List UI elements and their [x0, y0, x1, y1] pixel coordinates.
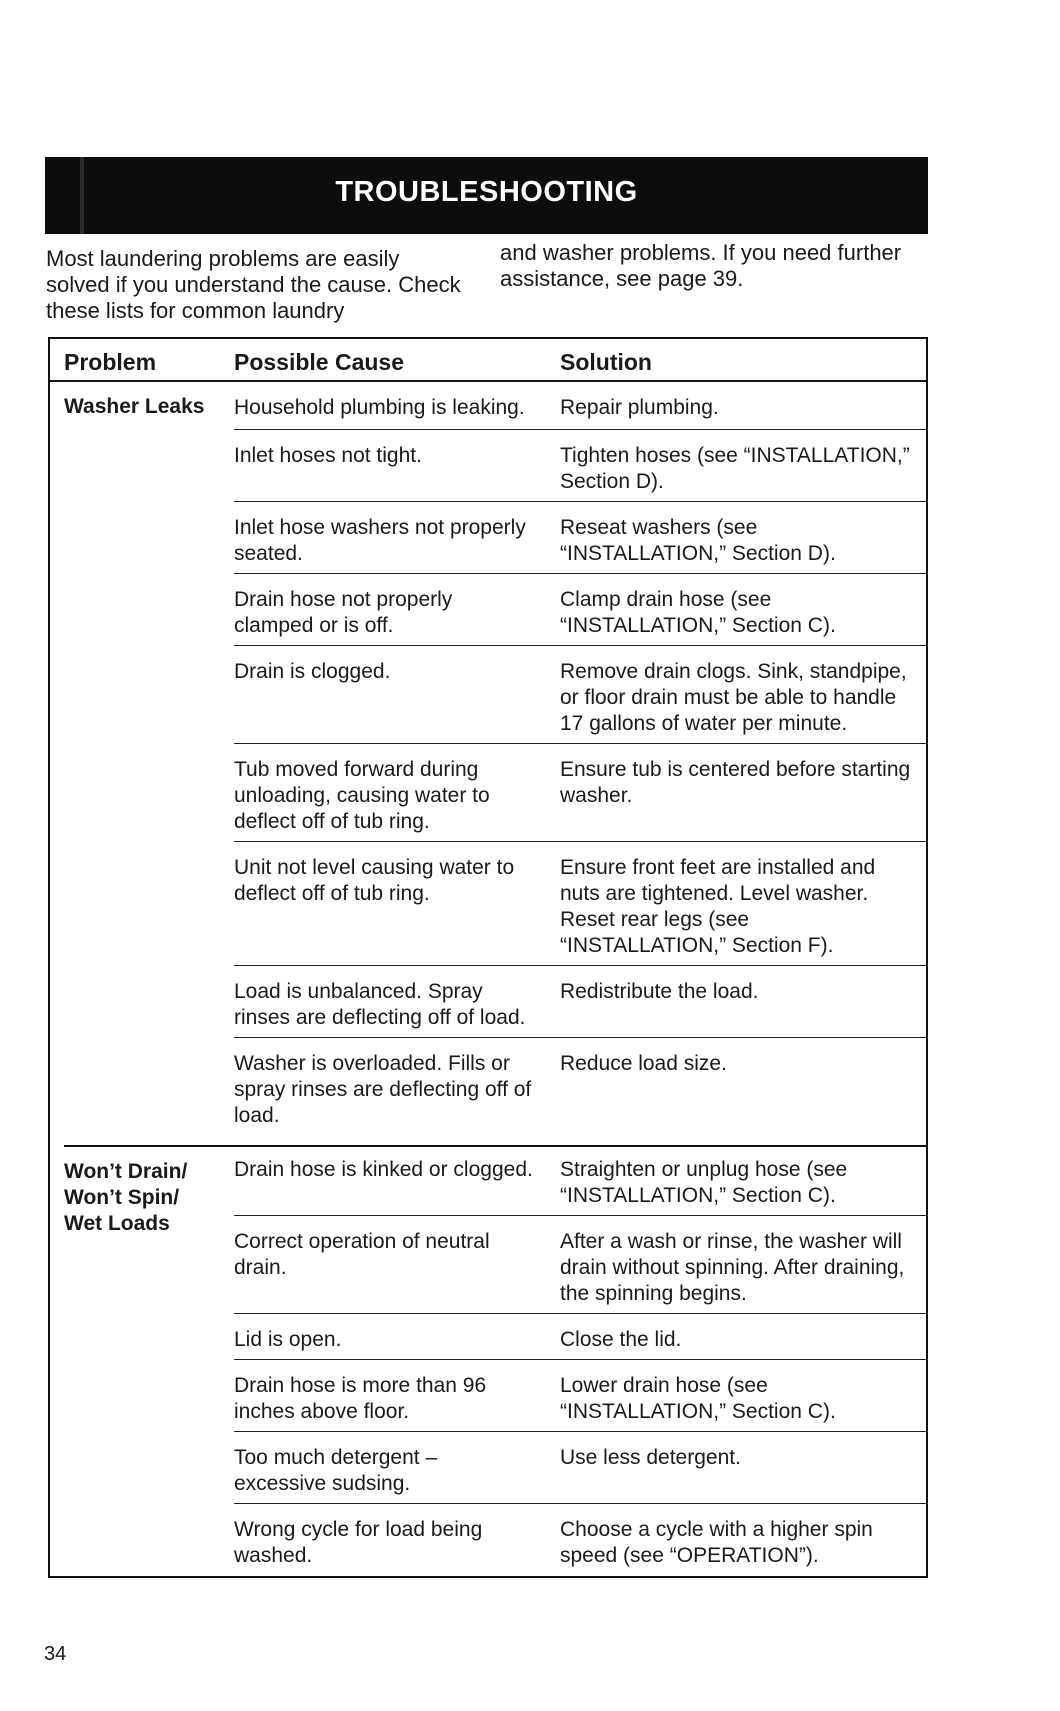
solution-cell: Remove drain clogs. Sink, standpipe, or floor drain must be able to handle 17 gallons of water per minute. [560, 660, 907, 735]
cause-cell: Washer is overloaded. Fills or spray rinses are deflecting off of load. [234, 1052, 532, 1127]
table-top-border [48, 337, 928, 339]
solution-cell: Ensure front feet are installed and nuts are tightened. Level washer. Reset rear legs (see “INSTALLATION,” Section F). [560, 856, 876, 957]
row-divider [234, 645, 928, 646]
header-solution: Solution [560, 349, 652, 375]
solution-cell: Use less detergent. [560, 1446, 741, 1469]
cause-cell: Inlet hoses not tight. [234, 444, 422, 467]
row-divider [234, 1431, 928, 1432]
section-banner [45, 157, 928, 234]
problem-wont-drain-spin-wet-loads: Won’t Drain/ Won’t Spin/ Wet Loads [64, 1160, 188, 1235]
solution-cell: Straighten or unplug hose (see “INSTALLATION,” Section C). [560, 1158, 848, 1207]
solution-cell: Close the lid. [560, 1328, 682, 1351]
row-divider [234, 841, 928, 842]
header-divider [48, 380, 928, 382]
intro-text-left: Most laundering problems are easily solved if you understand the cause. Check these lists for common laundry [46, 246, 461, 323]
cause-cell: Inlet hose washers not properly seated. [234, 516, 526, 565]
group-divider [64, 1145, 928, 1147]
row-divider [234, 573, 928, 574]
table-bottom-border [48, 1576, 928, 1578]
solution-cell: Clamp drain hose (see “INSTALLATION,” Section C). [560, 588, 836, 637]
solution-cell: Repair plumbing. [560, 396, 719, 419]
table-left-border [48, 337, 51, 1578]
row-divider [234, 501, 928, 502]
row-divider [234, 1503, 928, 1504]
cause-cell: Drain is clogged. [234, 660, 391, 683]
row-divider [234, 1037, 928, 1038]
row-divider [234, 965, 928, 966]
solution-cell: Reseat washers (see “INSTALLATION,” Section D). [560, 516, 836, 565]
cause-cell: Tub moved forward during unloading, causing water to deflect off of tub ring. [234, 758, 490, 833]
troubleshooting-table [48, 337, 928, 1578]
solution-cell: Lower drain hose (see “INSTALLATION,” Section C). [560, 1374, 836, 1423]
row-divider [234, 743, 928, 744]
cause-cell: Correct operation of neutral drain. [234, 1230, 490, 1279]
header-possible-cause: Possible Cause [234, 349, 405, 375]
header-problem: Problem [64, 349, 157, 375]
solution-cell: Redistribute the load. [560, 980, 759, 1003]
cause-cell: Lid is open. [234, 1328, 342, 1351]
page-number: 34 [44, 1643, 67, 1665]
cause-cell: Wrong cycle for load being washed. [234, 1518, 483, 1567]
table-right-border [926, 337, 928, 1578]
solution-cell: After a wash or rinse, the washer will drain without spinning. After draining, the spinning begins. [560, 1230, 905, 1305]
row-divider [234, 1313, 928, 1314]
solution-cell: Reduce load size. [560, 1052, 727, 1075]
row-divider [234, 429, 928, 430]
row-divider [234, 1215, 928, 1216]
section-title: TROUBLESHOOTING [335, 176, 638, 208]
cause-cell: Drain hose is more than 96 inches above floor. [234, 1374, 487, 1423]
intro-text-right: and washer problems. If you need further assistance, see page 39. [500, 240, 902, 291]
cause-cell: Load is unbalanced. Spray rinses are deflecting off of load. [234, 980, 526, 1029]
solution-cell: Tighten hoses (see “INSTALLATION,” Section D). [560, 444, 910, 493]
row-divider [234, 1359, 928, 1360]
solution-cell: Choose a cycle with a higher spin speed (see “OPERATION”). [560, 1518, 873, 1567]
cause-cell: Household plumbing is leaking. [234, 396, 525, 419]
problem-washer-leaks: Washer Leaks [64, 395, 205, 418]
cause-cell: Drain hose not properly clamped or is off. [234, 588, 453, 637]
cause-cell: Too much detergent – excessive sudsing. [234, 1446, 438, 1495]
solution-cell: Ensure tub is centered before starting washer. [560, 758, 911, 807]
cause-cell: Unit not level causing water to deflect off of tub ring. [234, 856, 515, 905]
cause-cell: Drain hose is kinked or clogged. [234, 1158, 533, 1181]
